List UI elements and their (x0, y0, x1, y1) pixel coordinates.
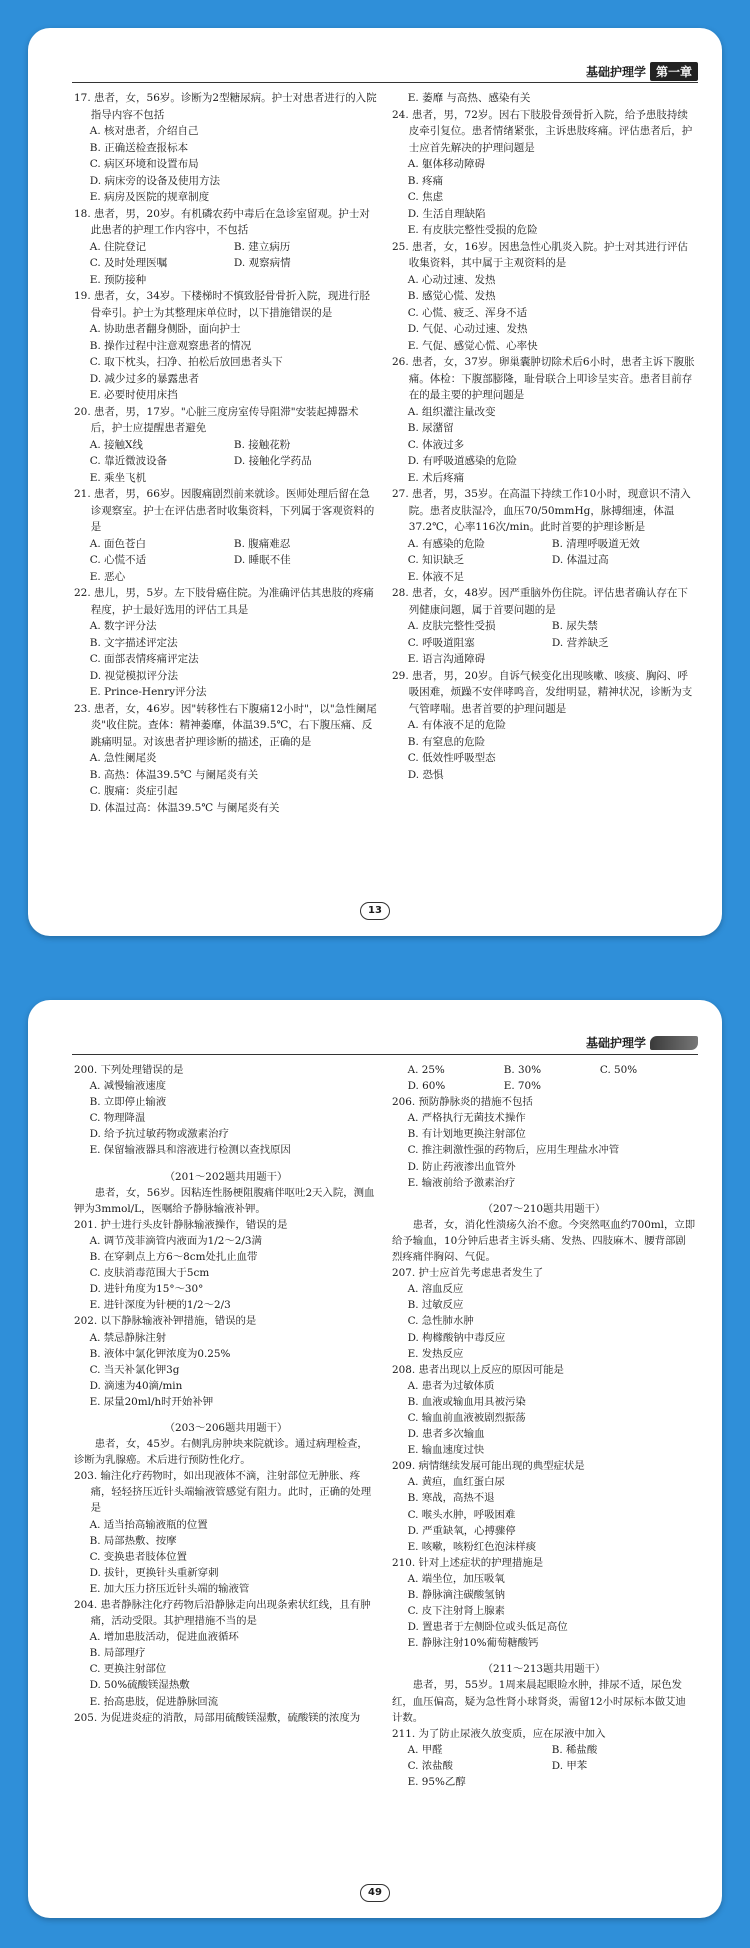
option: C. 呼吸道阻塞 (407, 636, 475, 649)
question-stem: 204. 患者静脉注化疗药物后沿静脉走向出现条索状红线，且有肿痛，活动受限。其护理措施不当的是 (74, 1599, 371, 1628)
option: D. 给予抗过敏药物或激素治疗 (89, 1128, 229, 1141)
question (74, 90, 378, 206)
question (74, 1468, 378, 1597)
option: A. 心动过速、发热 (407, 273, 496, 286)
book-page-49 (28, 1000, 722, 1918)
option: B. 立即停止输液 (89, 1096, 167, 1109)
option-row (408, 1774, 696, 1790)
option: A. 溶血反应 (407, 1283, 464, 1296)
question-stem: 201. 护士进行头皮针静脉输液操作，错误的是 (74, 1218, 288, 1231)
question (392, 585, 696, 668)
question (74, 486, 378, 585)
option: D. 进针角度为15°～30° (89, 1283, 204, 1296)
question-group-stem: 患者，女，消化性溃疡久治不愈。今突然呕血约700ml，立即给予输血，10分钟后患者主诉头痛、发热、四肢麻木、腰背部剧烈疼痛伴胸闷、气促。 (392, 1218, 696, 1264)
option: C. 更换注射部位 (89, 1663, 167, 1676)
question (392, 239, 696, 355)
option: D. 置患者于左侧卧位或头低足高位 (407, 1621, 568, 1634)
option: B. 局部热敷、按摩 (89, 1534, 177, 1547)
question-group-stem: 患者，女，45岁。右侧乳房肿块来院就诊。通过病理检查，诊断为乳腺癌。术后进行预防性化疗。 (74, 1438, 368, 1467)
option: D. 防止药液渗出血管外 (407, 1160, 516, 1173)
option: D. 生活自理缺陷 (407, 207, 486, 220)
option: E. 抬高患肢，促进静脉回流 (89, 1695, 219, 1708)
option: A. 组织灌注量改变 (407, 405, 496, 418)
option: E. 术后疼痛 (407, 471, 465, 484)
option: D. 拔针，更换针头重新穿刺 (89, 1566, 219, 1579)
option: A. 减慢输液速度 (89, 1080, 167, 1093)
option: C. 知识缺乏 (407, 554, 465, 566)
option: C. 推注刺激性强的药物后，应用生理盐水冲管 (407, 1144, 620, 1157)
page-number: 13 (360, 902, 390, 920)
option: E. 乘坐飞机 (89, 471, 147, 484)
option: A. 调节茂菲滴管内液面为1/2～2/3满 (89, 1234, 262, 1247)
option: B. 30% (503, 1064, 542, 1076)
option (234, 569, 378, 586)
option: C. 焦虑 (407, 191, 444, 203)
option: D. 视觉模拟评分法 (89, 669, 178, 682)
option: A. 25% (407, 1064, 445, 1076)
option (552, 1774, 696, 1790)
option: A. 躯体移动障碍 (407, 158, 486, 170)
book-page-13 (28, 28, 722, 936)
option (552, 569, 696, 586)
question-stem: 203. 输注化疗药物时，如出现液体不滴，注射部位无肿胀、疼痛，轻轻挤压近针头端输液管感觉有阻力。此时，正确的处理是 (74, 1470, 372, 1515)
option: B. 过敏反应 (407, 1299, 464, 1312)
chapter-badge: 第一章 (650, 62, 698, 81)
question-stem: 206. 预防静脉炎的措施不包括 (392, 1096, 533, 1109)
option: D. 观察病情 (233, 257, 291, 269)
option: A. 严格执行无菌技术操作 (407, 1112, 526, 1125)
question (74, 1217, 378, 1314)
option: C. 输血前血液被剧烈振荡 (407, 1411, 526, 1424)
option: A. 皮肤完整性受损 (407, 620, 496, 632)
question (392, 1062, 696, 1078)
option: A. 适当抬高输液瓶的位置 (89, 1518, 208, 1531)
option: A. 面色苍白 (89, 537, 147, 550)
option: B. 尿失禁 (551, 620, 598, 632)
option: B. 静脉滴注碳酸氢钠 (407, 1589, 505, 1601)
option: A. 数字评分法 (89, 620, 157, 632)
book-title: 基础护理学 (585, 65, 646, 79)
option: C. 低效性呼吸型态 (407, 752, 496, 764)
question-stem: 21. 患者，男，66岁。因腹痛剧烈前来就诊。医师处理后留在急诊观察室。护士在评估患者时收集资料，下列属于客观资料的是 (74, 488, 375, 533)
question-stem: 27. 患者，男，35岁。在高温下持续工作10小时，现意识不清入院。患者皮肤湿冷，血压70/50mmHg，脉搏细速，体温37.2℃，心率116次/min。此时首要的护理诊断是 (392, 488, 691, 533)
question-stem: 208. 患者出现以上反应的原因可能是 (392, 1363, 564, 1376)
question-stem: 17. 患者，女，56岁。诊断为2型糖尿病。护士对患者进行的入院指导内容不包括 (74, 92, 377, 121)
option-row (90, 437, 378, 454)
option: D. 50%硫酸镁湿热敷 (89, 1679, 190, 1692)
option: D. 睡眠不佳 (233, 554, 291, 566)
question (74, 701, 378, 817)
question-group-title: （207～210题共用题干） (482, 1202, 606, 1215)
question (74, 1313, 378, 1410)
option: D. 营养缺乏 (551, 636, 609, 649)
option: E. Prince-Henry评分法 (89, 686, 207, 698)
right-column (392, 1062, 696, 1790)
option-row (90, 453, 378, 470)
question (392, 1458, 696, 1555)
option: E. 萎靡 与高热、感染有关 (407, 92, 531, 104)
question (392, 668, 696, 784)
option: E. 尿量20ml/h时开始补钾 (89, 1395, 214, 1408)
option: D. 甲苯 (551, 1759, 588, 1772)
option-row (90, 272, 378, 289)
option: A. 有感染的危险 (407, 537, 486, 550)
option: B. 液体中氯化钾浓度为0.25% (89, 1347, 231, 1360)
option-row (408, 1062, 696, 1078)
option-row (90, 255, 378, 272)
header-rule (72, 82, 698, 83)
option: B. 腹痛难忍 (233, 537, 291, 550)
option: A. 有体液不足的危险 (407, 719, 507, 731)
option: C. 心慌、疲乏、浑身不适 (407, 306, 528, 319)
option: D. 病床旁的设备及使用方法 (89, 174, 220, 187)
question (392, 1078, 696, 1094)
page-header (586, 62, 698, 81)
option: C. 皮下注射肾上腺素 (407, 1605, 505, 1618)
option-row (408, 569, 696, 586)
question-stem: 23. 患者，女，46岁。因"转移性右下腹痛12小时"，以"急性阑尾炎"收住院。查体：精神萎靡，体温39.5℃，右下腹压痛、反跳痛明显。对该患者护理诊断的描述，正确的是 (74, 702, 377, 748)
question-stem: 20. 患者，男，17岁。"心脏三度房室传导阻滞"安装起搏器术后，护士应提醒患者避免 (74, 405, 359, 434)
option: E. 语言沟通障碍 (407, 653, 486, 665)
question (392, 1094, 696, 1191)
option: D. 患者多次输血 (407, 1428, 485, 1441)
option: C. 急性肺水肿 (407, 1315, 474, 1328)
option: A. 接触X线 (89, 438, 143, 451)
question-stem: 24. 患者，男，72岁。因右下肢股骨颈骨折入院，给予患肢持续皮牵引复位。患者情绪紧张，主诉患肢疼痛。评估患者后，护士应首先解决的护理问题是 (392, 108, 693, 154)
option: B. 尿潴留 (407, 422, 454, 434)
option: E. 预防接种 (89, 273, 147, 286)
question-stem: 19. 患者，女，34岁。下楼梯时不慎致胫骨骨折入院，现进行胫骨牵引。护士为其整理床单位时，以下措施错误的是 (74, 290, 370, 319)
option: D. 60% (407, 1080, 446, 1093)
option: B. 建立病历 (233, 240, 291, 253)
option: C. 皮肤消毒范围大于5cm (89, 1267, 210, 1280)
question (392, 354, 696, 486)
header-rule (72, 1054, 698, 1055)
option: C. 当天补氯化钾3g (89, 1363, 180, 1376)
question-group-stem: 患者，男，55岁。1周来晨起眼睑水肿，排尿不适，尿色发红，血压偏高，疑为急性肾小球肾炎，需留12小时尿标本做艾迪计数。 (392, 1679, 686, 1724)
option: B. 感觉心慌、发热 (407, 290, 496, 302)
option: E. 保留输液器具和溶液进行检测以查找原因 (89, 1144, 291, 1157)
option: A. 协助患者翻身侧卧，面向护士 (89, 323, 241, 335)
option: B. 有计划地更换注射部位 (407, 1128, 526, 1141)
question (74, 585, 378, 701)
option: C. 及时处理医嘱 (89, 257, 168, 269)
option: A. 患者为过敏体质 (407, 1379, 495, 1392)
option: D. 枸橼酸钠中毒反应 (407, 1331, 506, 1344)
option: A. 黄疸，血红蛋白尿 (407, 1476, 505, 1489)
option: B. 血液或输血用具被污染 (407, 1395, 526, 1408)
option: A. 急性阑尾炎 (89, 752, 157, 764)
option: E. 恶心 (89, 570, 126, 583)
option: E. 95%乙醇 (407, 1776, 466, 1789)
option: C. 取下枕头，扫净、拍松后放回患者头下 (89, 356, 283, 368)
option: C. 心慌不适 (89, 554, 147, 566)
question (74, 288, 378, 404)
question (392, 486, 696, 585)
option: B. 文字描述评定法 (89, 636, 178, 649)
option: B. 在穿刺点上方6～8cm处扎止血带 (89, 1251, 258, 1264)
option: E. 病房及医院的规章制度 (89, 191, 210, 203)
option (234, 470, 378, 487)
question (74, 1597, 378, 1710)
option: D. 严重缺氧，心搏骤停 (407, 1524, 516, 1537)
option: B. 局部理疗 (89, 1647, 146, 1660)
option: E. 必要时使用床挡 (89, 389, 178, 401)
option: D. 减少过多的暴露患者 (89, 372, 199, 385)
question-stem: 200. 下列处理错误的是 (74, 1064, 184, 1076)
option-row (408, 1758, 696, 1774)
option: A. 核对患者，介绍自己 (89, 125, 199, 137)
option: D. 有呼吸道感染的危险 (407, 455, 517, 467)
option: D. 接触化学药品 (233, 455, 312, 467)
question (392, 107, 696, 239)
option: C. 靠近微波设备 (89, 455, 168, 467)
option: D. 滴速为40滴/min (89, 1379, 183, 1392)
option: E. 输液前给予激素治疗 (407, 1176, 516, 1189)
option-row (408, 1742, 696, 1758)
question (74, 1710, 378, 1726)
option: C. 物理降温 (89, 1112, 146, 1125)
option-row (408, 618, 696, 635)
option: E. 气促、感觉心慌、心率快 (407, 339, 538, 352)
question-stem: 22. 患儿，男，5岁。左下肢骨癌住院。为准确评估其患肢的疼痛程度，护士最好选用的评估工具是 (74, 587, 374, 616)
option: A. 禁忌静脉注射 (89, 1331, 167, 1344)
question (392, 1362, 696, 1459)
header-swoosh-icon (650, 1036, 698, 1050)
question-stem: 207. 护士应首先考虑患者发生了 (392, 1267, 544, 1280)
question (74, 404, 378, 487)
option (552, 651, 696, 668)
option: C. 浓盐酸 (407, 1759, 453, 1772)
question-stem: 28. 患者，女，48岁。因严重脑外伤住院。评估患者确认存在下列健康问题，属于首要问题的是 (392, 587, 688, 616)
option-row (408, 635, 696, 652)
question-stem: 211. 为了防止尿液久放变质，应在尿液中加入 (392, 1727, 606, 1740)
option-row (408, 1078, 696, 1094)
option: A. 增加患肢活动，促进血液循环 (89, 1631, 239, 1644)
option-row (90, 569, 378, 586)
question-group-stem: 患者，女，56岁。因粘连性肠梗阻腹痛伴呕吐2天入院，测血钾为3mmol/L，医嘱给予静脉输液补钾。 (74, 1186, 375, 1215)
question (74, 1062, 378, 1159)
option: C. 喉头水肿，呼吸困难 (407, 1508, 516, 1521)
option: E. 发热反应 (407, 1347, 464, 1360)
option: E. 体液不足 (407, 570, 465, 583)
option-row (90, 470, 378, 487)
option: C. 腹痛：炎症引起 (89, 785, 178, 797)
option: A. 端坐位，加压吸氧 (407, 1572, 505, 1585)
option: B. 寒战，高热不退 (407, 1492, 495, 1505)
option (600, 1078, 696, 1094)
question-stem: 25. 患者，女，16岁。因患急性心肌炎入院。护士对其进行评估收集资料，其中属于主观资料的是 (392, 240, 688, 269)
option: B. 接触花粉 (233, 438, 291, 451)
option: B. 正确送检查报标本 (89, 141, 189, 154)
option: D. 气促、心动过速、发热 (407, 323, 528, 335)
option: C. 变换患者肢体位置 (89, 1550, 187, 1563)
option (234, 272, 378, 289)
question (392, 1555, 696, 1652)
option: C. 病区环境和设置布局 (89, 158, 199, 170)
book-title: 基础护理学 (585, 1036, 646, 1050)
option: B. 高热：体温39.5℃ 与阑尾炎有关 (89, 768, 259, 781)
option: C. 50% (599, 1064, 638, 1076)
option: B. 操作过程中注意观察患者的情况 (89, 339, 252, 352)
option-row (408, 536, 696, 553)
option: B. 清理呼吸道无效 (551, 537, 640, 550)
question-group-title: （203～206题共用题干） (164, 1421, 288, 1434)
option: A. 住院登记 (89, 240, 147, 253)
option-row (408, 552, 696, 569)
question (74, 206, 378, 289)
question-stem: 29. 患者，男，20岁。自诉气候变化出现咳嗽、咳痰、胸闷、呼吸困难，烦躁不安伴哮鸣音，发绀明显，精神状况，诊断为支气管哮喘。患者首要的护理问题是 (392, 669, 693, 715)
option-row (408, 651, 696, 668)
question (392, 1265, 696, 1362)
left-column (74, 90, 378, 816)
option: D. 体温过高 (551, 554, 609, 566)
left-column (74, 1062, 378, 1790)
option: D. 恐惧 (407, 768, 444, 781)
option: E. 静脉注射10%葡萄糖酸钙 (407, 1637, 539, 1650)
question-stem: 202. 以下静脉输液补钾措施，错误的是 (74, 1315, 257, 1328)
option: E. 进针深度为针梗的1/2～2/3 (89, 1299, 231, 1312)
question (392, 1726, 696, 1790)
right-column (392, 90, 696, 816)
question-group-title: （211～213题共用题干） (482, 1663, 606, 1676)
question-stem: 26. 患者，女，37岁。卵巢囊肿切除术后6小时，患者主诉下腹胀痛。体检：下腹部膨隆，耻骨联合上叩诊呈实音。患者目前存在的最主要的护理问题是 (392, 356, 695, 401)
option: D. 体温过高：体温39.5℃ 与阑尾炎有关 (89, 801, 280, 814)
option: B. 疼痛 (407, 174, 444, 187)
question-stem: 18. 患者，男，20岁。有机磷农药中毒后在急诊室留观。护士对此患者的护理工作内容中，不包括 (74, 207, 370, 236)
page-header (586, 1034, 698, 1051)
question-stem: 210. 针对上述症状的护理措施是 (392, 1556, 544, 1569)
option-row (90, 552, 378, 569)
option: E. 输血速度过快 (407, 1444, 485, 1457)
page-number: 49 (360, 1884, 390, 1902)
option: E. 咳嗽，咳粉红色泡沫样痰 (407, 1540, 537, 1553)
question-stem: 209. 病情继续发展可能出现的典型症状是 (392, 1460, 585, 1473)
option: A. 甲醛 (407, 1743, 443, 1756)
option: E. 加大压力挤压近针头端的输液管 (89, 1582, 250, 1595)
option: E. 70% (503, 1080, 542, 1093)
question-stem: 205. 为促进炎症的消散，局部用硫酸镁湿敷，硫酸镁的浓度为 (74, 1711, 361, 1724)
option-row (90, 239, 378, 256)
option: C. 体液过多 (407, 438, 465, 451)
option: C. 面部表情疼痛评定法 (89, 653, 199, 665)
question-group-title: （201～202题共用题干） (164, 1170, 288, 1183)
option: B. 稀盐酸 (551, 1743, 598, 1756)
question (392, 90, 696, 107)
option-row (90, 536, 378, 553)
option: B. 有窒息的危险 (407, 735, 486, 748)
option: E. 有皮肤完整性受损的危险 (407, 224, 538, 236)
